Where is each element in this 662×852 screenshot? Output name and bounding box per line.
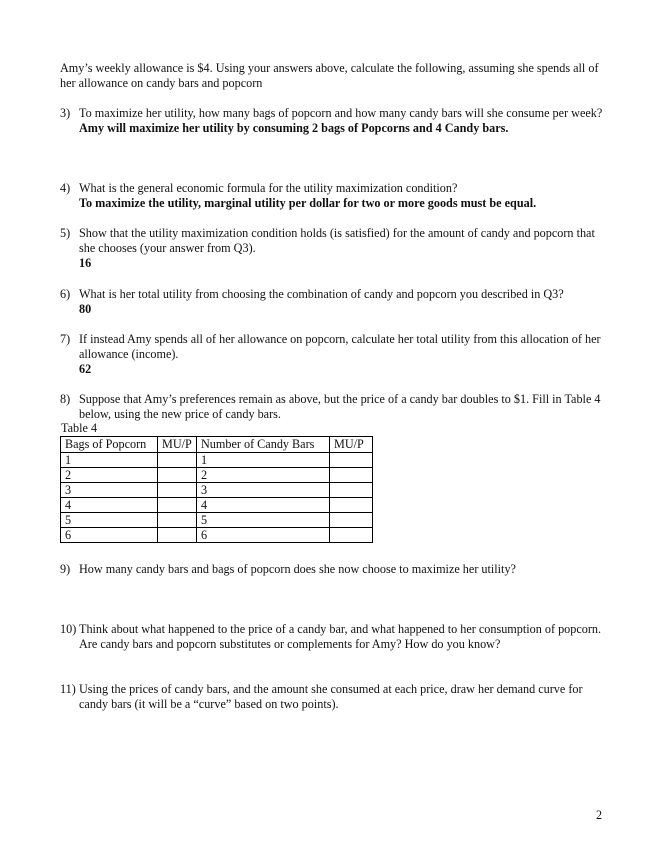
question-8 <box>60 392 620 422</box>
question-number: 7) <box>60 332 71 346</box>
question-text: Using the prices of candy bars, and the amount she consumed at each price, draw her demand curve for candy bars (it will be a “curve” based on two points). <box>79 682 583 711</box>
question-answer: 80 <box>79 302 92 316</box>
question-9 <box>60 562 620 577</box>
question-text: What is the general economic formula for the utility maximization condition? <box>79 181 458 195</box>
popcorn-mu-per-p-cell <box>158 513 197 528</box>
question-text: Suppose that Amy’s preferences remain as above, but the price of a candy bar doubles to $1. Fill in Table 4 below, using the new price of candy bars. <box>79 392 601 421</box>
table-row <box>61 513 373 528</box>
table-row <box>61 498 373 513</box>
question-answer: 62 <box>79 362 92 376</box>
question-answer: Amy will maximize her utility by consuming 2 bags of Popcorns and 4 Candy bars. <box>79 121 509 135</box>
header-popcorn-mu-per-p: MU/P <box>158 437 197 453</box>
question-4 <box>60 181 620 211</box>
candy-qty-cell: 6 <box>197 528 330 543</box>
candy-mu-per-p-cell <box>330 513 373 528</box>
candy-qty-cell: 5 <box>197 513 330 528</box>
candy-qty-cell: 1 <box>197 453 330 468</box>
candy-mu-per-p-cell <box>330 453 373 468</box>
question-3 <box>60 106 620 136</box>
table-row <box>61 528 373 543</box>
question-number: 4) <box>60 181 71 195</box>
table-caption: Table 4 <box>61 421 98 435</box>
popcorn-mu-per-p-cell <box>158 453 197 468</box>
question-5 <box>60 226 620 271</box>
question-text: How many candy bars and bags of popcorn does she now choose to maximize her utility? <box>79 562 516 576</box>
question-text: To maximize her utility, how many bags of popcorn and how many candy bars will she consume per week? <box>79 106 603 120</box>
table-row <box>61 483 373 498</box>
popcorn-mu-per-p-cell <box>158 528 197 543</box>
popcorn-mu-per-p-cell <box>158 468 197 483</box>
popcorn-qty-cell: 6 <box>61 528 158 543</box>
popcorn-qty-cell: 1 <box>61 453 158 468</box>
table-row <box>61 453 373 468</box>
candy-qty-cell: 2 <box>197 468 330 483</box>
candy-mu-per-p-cell <box>330 468 373 483</box>
candy-mu-per-p-cell <box>330 498 373 513</box>
candy-mu-per-p-cell <box>330 483 373 498</box>
question-answer: To maximize the utility, marginal utility per dollar for two or more goods must be equal. <box>79 196 537 210</box>
question-text: Think about what happened to the price of a candy bar, and what happened to her consumption of popcorn. Are candy bars and popcorn substitutes or complements for Amy? How do you know? <box>79 622 602 651</box>
question-number: 8) <box>60 392 71 406</box>
popcorn-qty-cell: 5 <box>61 513 158 528</box>
header-number-of-candy-bars: Number of Candy Bars <box>197 437 330 453</box>
intro-paragraph: Amy’s weekly allowance is $4. Using your answers above, calculate the following, assuming she spends all of her allowance on candy bars and popcorn <box>60 61 599 90</box>
popcorn-qty-cell: 3 <box>61 483 158 498</box>
question-7 <box>60 332 620 377</box>
page-number: 2 <box>596 808 603 822</box>
candy-mu-per-p-cell <box>330 528 373 543</box>
table-row <box>61 468 373 483</box>
popcorn-mu-per-p-cell <box>158 483 197 498</box>
question-number: 6) <box>60 287 71 301</box>
popcorn-qty-cell: 4 <box>61 498 158 513</box>
header-candy-mu-per-p: MU/P <box>330 437 373 453</box>
question-number: 5) <box>60 226 71 240</box>
header-bags-of-popcorn: Bags of Popcorn <box>61 437 158 453</box>
question-text: Show that the utility maximization condition holds (is satisfied) for the amount of candy and popcorn that she chooses (your answer from Q3). <box>79 226 595 255</box>
table-header-row <box>61 437 373 453</box>
question-text: What is her total utility from choosing the combination of candy and popcorn you described in Q3? <box>79 287 564 301</box>
question-11 <box>60 682 620 712</box>
question-text: If instead Amy spends all of her allowance on popcorn, calculate her total utility from this allocation of her allowance (income). <box>79 332 601 361</box>
candy-qty-cell: 3 <box>197 483 330 498</box>
question-6 <box>60 287 620 317</box>
popcorn-qty-cell: 2 <box>61 468 158 483</box>
question-number: 11) <box>60 682 76 696</box>
table-4 <box>60 436 373 543</box>
popcorn-mu-per-p-cell <box>158 498 197 513</box>
question-10 <box>60 622 620 652</box>
question-number: 9) <box>60 562 71 576</box>
question-number: 3) <box>60 106 71 120</box>
question-number: 10) <box>60 622 77 636</box>
question-answer: 16 <box>79 256 92 270</box>
candy-qty-cell: 4 <box>197 498 330 513</box>
